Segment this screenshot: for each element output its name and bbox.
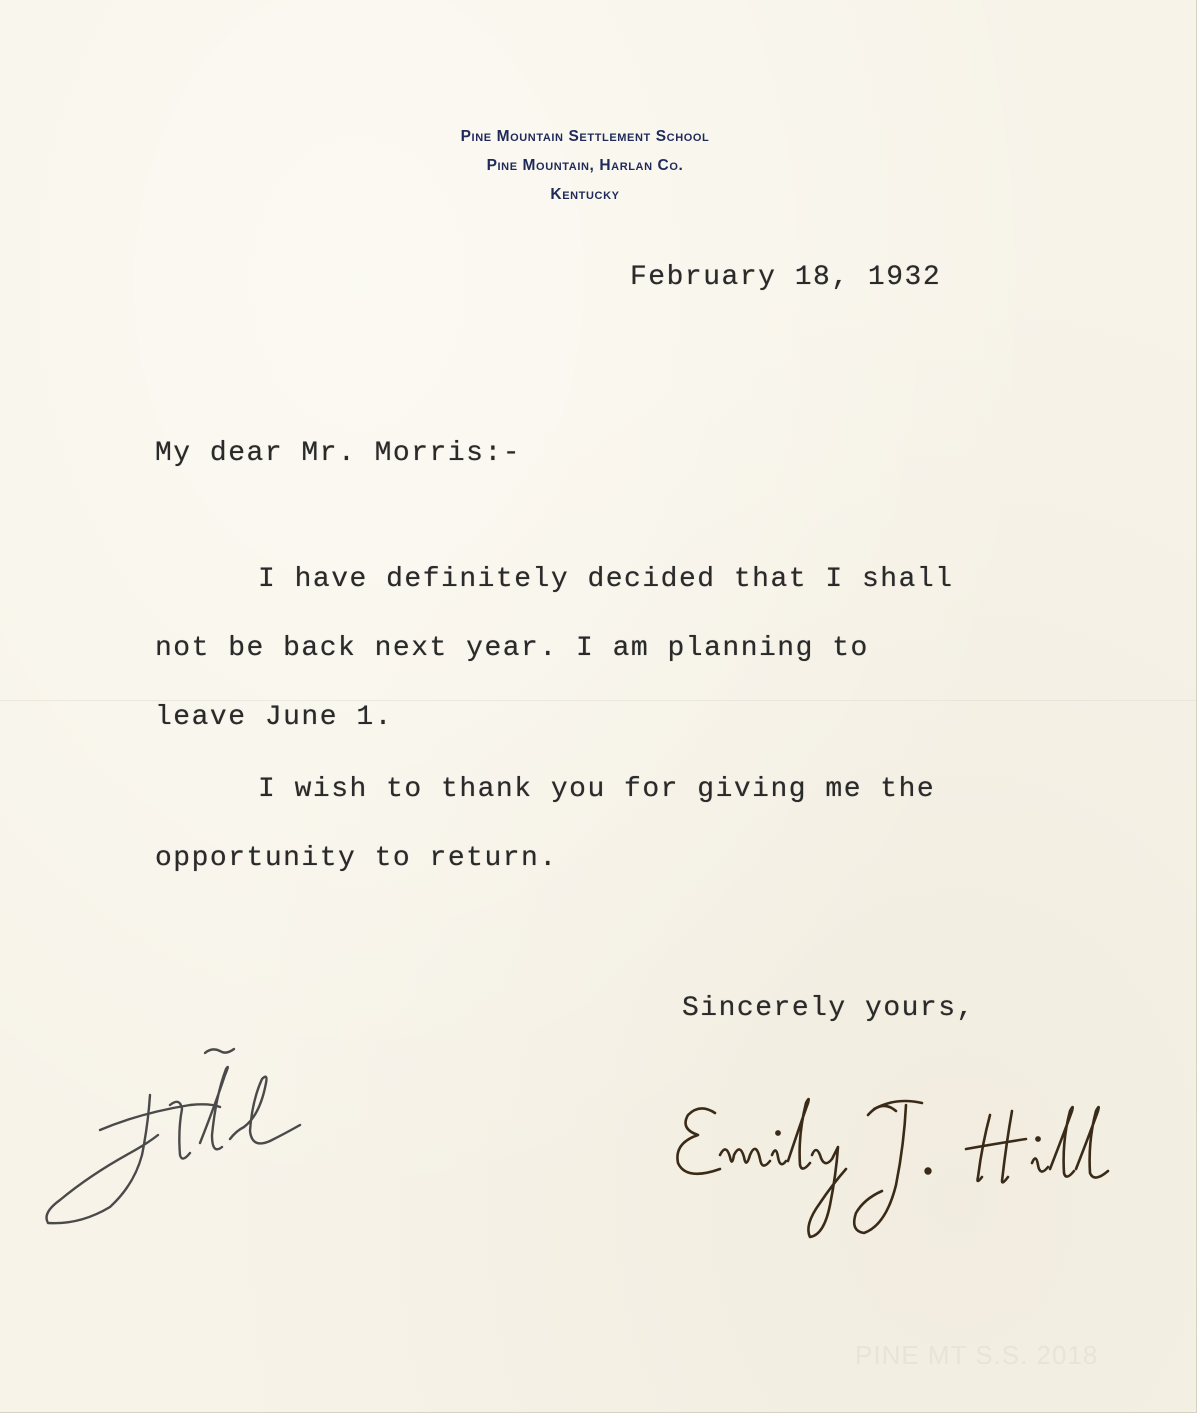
- letterhead-school-name: Pine Mountain Settlement School: [460, 128, 710, 145]
- paragraph-1: [155, 545, 954, 752]
- salutation: My dear Mr. Morris:-: [155, 438, 522, 469]
- paragraph-2-line: opportunity to return.: [155, 843, 558, 874]
- letterhead-location: Pine Mountain, Harlan Co.: [486, 157, 684, 174]
- letterhead-state: Kentucky: [550, 186, 620, 203]
- archive-watermark: PINE MT S.S. 2018: [855, 1340, 1099, 1370]
- paragraph-1-line: leave June 1.: [155, 702, 393, 733]
- handwritten-file-annotation: [30, 1035, 330, 1235]
- letterhead: [340, 122, 830, 209]
- paragraph-1-line: not be back next year. I am planning to: [155, 633, 869, 664]
- paragraph-2-line: I wish to thank you for giving me the: [258, 774, 936, 805]
- closing: Sincerely yours,: [682, 993, 975, 1024]
- letter-date: February 18, 1932: [630, 262, 942, 293]
- paragraph-2: [155, 755, 935, 893]
- handwritten-signature: [660, 1085, 1140, 1255]
- paragraph-1-line: I have definitely decided that I shall: [258, 564, 954, 595]
